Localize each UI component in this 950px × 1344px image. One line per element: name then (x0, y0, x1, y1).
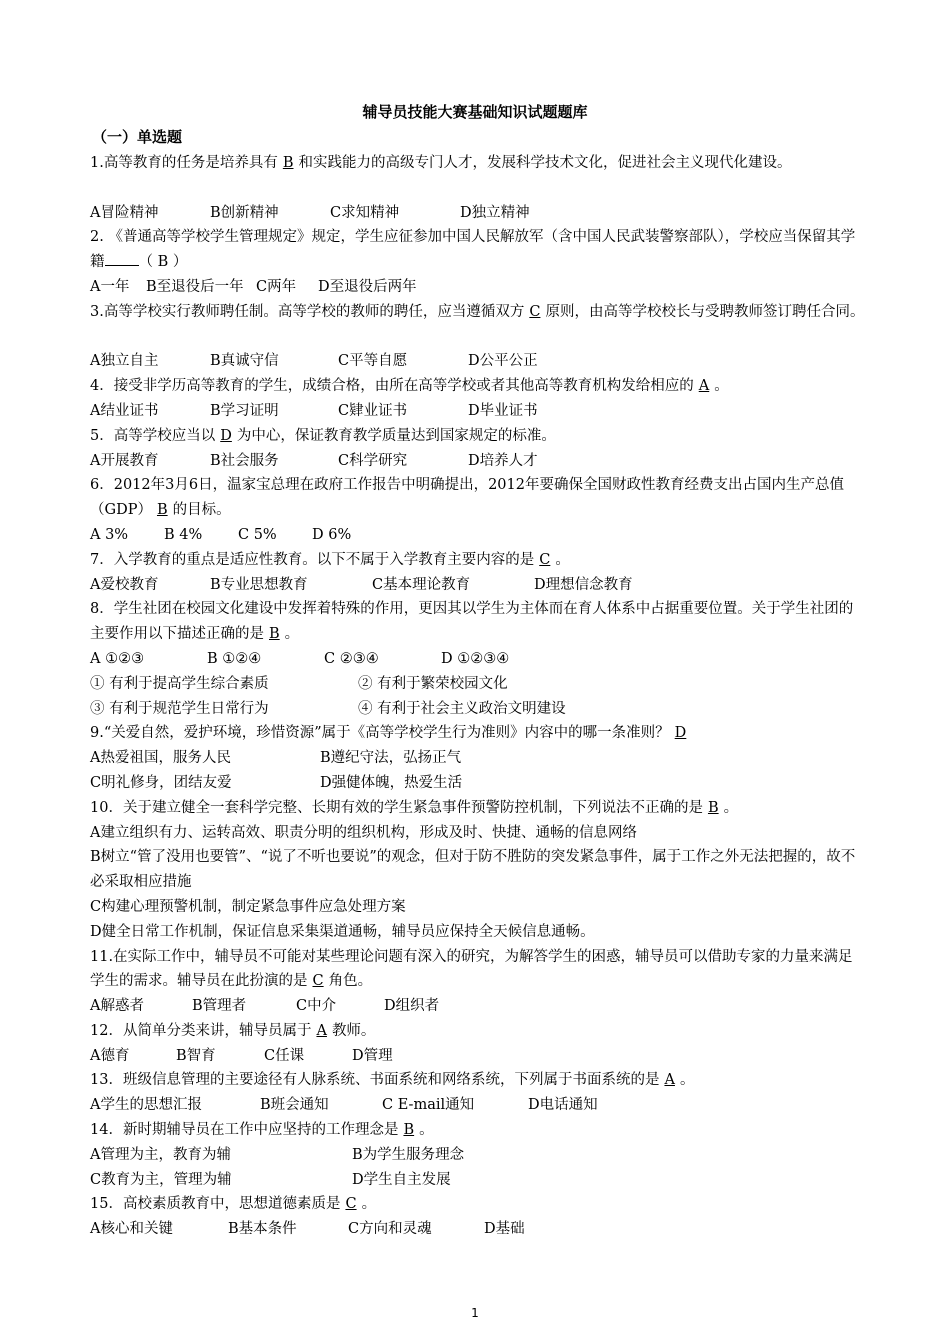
option: D公平公正 (468, 353, 538, 370)
question-13 (90, 1068, 865, 1093)
option: A结业证书 (90, 402, 159, 419)
option: C科学研究 (338, 452, 408, 469)
question-text: 。 (679, 1072, 695, 1089)
option: A爱校教育 (90, 576, 159, 593)
statement: ③ 有利于规范学生日常行为 (90, 700, 269, 717)
option: B真诚守信 (210, 353, 279, 370)
question-3 (90, 300, 865, 350)
option: B为学生服务理念 (352, 1146, 465, 1163)
question-text: 11.在实际工作中，辅导员不可能对某些理论问题有深入的研究，为解答学生的困惑，辅导员可以借助专家的力量来满足学生的需求。辅导员在此扮演的是 (90, 948, 853, 990)
option: B班会通知 (260, 1097, 329, 1114)
option: C肄业证书 (338, 402, 408, 419)
question-text: 7．入学教育的重点是适应性教育。以下不属于入学教育主要内容的是 (90, 551, 535, 568)
option: A热爱祖国，服务人民 (90, 750, 231, 767)
question-10 (90, 796, 865, 821)
option: B ①②④ (207, 650, 262, 667)
option: B智育 (176, 1047, 216, 1064)
options-row (90, 399, 865, 424)
option: C方向和灵魂 (348, 1221, 432, 1238)
option: C任课 (264, 1047, 305, 1064)
question-text: 9.“关爱自然，爱护环境，珍惜资源”属于《高等学校学生行为准则》内容中的哪一条准则？ (90, 725, 670, 742)
options-row (90, 201, 865, 226)
option: D毕业证书 (468, 402, 538, 419)
question-text: 。 (284, 626, 300, 643)
options-row (90, 1168, 865, 1193)
question-text: 。 (723, 799, 739, 816)
option: C教育为主，管理为辅 (90, 1171, 232, 1188)
question-text: 。 (714, 378, 729, 395)
answer-blank: C (529, 303, 541, 320)
question-text: 6．2012年3月6日，温家宝总理在政府工作报告中明确提出，2012年要确保全国财政性教育经费支出占国内生产总值（GDP） (90, 477, 844, 519)
option: C平等自愿 (338, 353, 408, 370)
answer-blank: C (312, 973, 324, 990)
option: D理想信念教育 (534, 576, 633, 593)
option: D组织者 (384, 998, 440, 1015)
question-text: 的目标。 (172, 502, 231, 519)
option: B至退役后一年 (146, 278, 244, 295)
option: A德育 (90, 1047, 130, 1064)
option: B遵纪守法，弘扬正气 (320, 750, 462, 767)
question-11 (90, 945, 865, 995)
question-4 (90, 374, 865, 399)
option: D管理 (352, 1047, 393, 1064)
question-text: 教师。 (331, 1022, 376, 1039)
question-text: 8．学生社团在校园文化建设中发挥着特殊的作用，更因其以学生为主体而在育人体系中占据重要位置。关于学生社团的主要作用以下描述正确的是 (90, 601, 854, 643)
question-text: 13．班级信息管理的主要途径有人脉系统、书面系统和网络系统，下列属于书面系统的是 (90, 1072, 660, 1089)
option: B社会服务 (210, 452, 279, 469)
answer-blank: A (698, 378, 710, 395)
question-text: 角色。 (328, 973, 373, 990)
option: D独立精神 (460, 204, 530, 221)
question-text: 5．高等学校应当以 (90, 427, 216, 444)
document-title: 辅导员技能大赛基础知识试题题库 (362, 103, 588, 121)
page-number: 1 (471, 1306, 479, 1320)
section-heading: （一）单选题 (92, 128, 183, 146)
answer-blank: B (707, 799, 719, 816)
options-row (90, 647, 865, 672)
option: B基本条件 (228, 1221, 297, 1238)
option: A独立自主 (90, 353, 159, 370)
question-15 (90, 1192, 865, 1217)
question-1 (90, 151, 865, 201)
question-text: 。 (555, 551, 570, 568)
question-2 (90, 225, 865, 275)
option: B树立“管了没用也要管”、“说了不听也要说”的观念，但对于防不胜防的突发紧急事件，属于工作之外无法把握的，故不必采取相应措施 (90, 849, 856, 891)
answer-blank: C (345, 1196, 357, 1213)
option: C ②③④ (324, 650, 379, 667)
question-9 (90, 721, 865, 746)
statement: ④ 有利于社会主义政治文明建设 (358, 700, 566, 717)
option: B创新精神 (210, 204, 279, 221)
answer-blank: B (403, 1122, 415, 1139)
option: C两年 (256, 278, 297, 295)
question-text: 1.高等教育的任务是培养具有 (90, 155, 278, 171)
answer-blank: B (269, 626, 280, 643)
statement: ① 有利于提高学生综合素质 (90, 675, 269, 692)
answer-blank: D (674, 725, 687, 742)
answer-blank: A (316, 1022, 327, 1039)
answer-blank: B (156, 502, 168, 519)
options-row (90, 746, 865, 771)
option: A解惑者 (90, 998, 144, 1015)
option: C明礼修身，团结友爱 (90, 774, 232, 791)
option: D强健体魄，热爱生活 (320, 774, 463, 791)
answer-blank: C (539, 551, 551, 568)
option: D培养人才 (468, 452, 538, 469)
question-text: 。 (419, 1122, 434, 1139)
question-6 (90, 473, 865, 523)
question-12 (90, 1019, 865, 1044)
question-7 (90, 548, 865, 573)
option: A冒险精神 (90, 204, 159, 221)
options-row (90, 275, 865, 300)
options-row (90, 523, 865, 548)
options-row (90, 1217, 865, 1242)
option: D基础 (484, 1221, 525, 1238)
option: C求知精神 (330, 204, 400, 221)
option: B专业思想教育 (210, 576, 308, 593)
question-8 (90, 597, 865, 647)
option: D电话通知 (528, 1097, 598, 1114)
option: C构建心理预警机制，制定紧急事件应急处理方案 (90, 898, 406, 915)
option: A开展教育 (90, 452, 159, 469)
option: C 5% (238, 526, 277, 543)
question-text: （ B ） (138, 254, 188, 271)
option: B管理者 (192, 998, 247, 1015)
option: D 6% (312, 526, 352, 543)
question-5 (90, 424, 865, 449)
option: B学习证明 (210, 402, 279, 419)
answer-blank: D (220, 427, 232, 444)
answer-blank: A (664, 1072, 675, 1089)
option: A ①②③ (90, 650, 145, 667)
option: A管理为主，教育为辅 (90, 1146, 231, 1163)
option: A建立组织有力、运转高效、职责分明的组织机构，形成及时、快捷、通畅的信息网络 (90, 824, 637, 841)
question-text: 4．接受非学历高等教育的学生，成绩合格，由所在高等学校或者其他高等教育机构发给相应的 (90, 378, 694, 395)
question-text: 。 (361, 1196, 377, 1213)
question-text: 3.高等学校实行教师聘任制。高等学校的教师的聘任，应当遵循双方 (90, 303, 525, 320)
question-text: 12．从简单分类来讲，辅导员属于 (90, 1022, 312, 1039)
option: D健全日常工作机制，保证信息采集渠道通畅，辅导员应保持全天候信息通畅。 (90, 923, 595, 940)
answer-blank (105, 251, 139, 266)
option: D至退役后两年 (318, 278, 417, 295)
options-row (90, 771, 865, 796)
question-text: 14．新时期辅导员在工作中应坚持的工作理念是 (90, 1122, 399, 1139)
option: C中介 (296, 998, 337, 1015)
option: D学生自主发展 (352, 1171, 451, 1188)
statement-row (90, 697, 865, 722)
answer-blank: B (282, 155, 294, 171)
question-text: 原则，由高等学校校长与受聘教师签订聘任合同。 (545, 303, 865, 320)
option: C E-mail通知 (382, 1097, 475, 1114)
options-row (90, 1044, 865, 1069)
question-text: 15．高校素质教育中，思想道德素质是 (90, 1196, 341, 1213)
statement: ② 有利于繁荣校园文化 (358, 675, 508, 692)
option: A 3% (90, 526, 129, 543)
question-text: 为中心，保证教育教学质量达到国家规定的标准。 (236, 427, 556, 444)
option: D ①②③④ (441, 650, 510, 667)
options-row (90, 994, 865, 1019)
option: A学生的思想汇报 (90, 1097, 202, 1114)
options-row (90, 349, 865, 374)
question-14 (90, 1118, 865, 1143)
question-text: 和实践能力的高级专门人才，发展科学技术文化，促进社会主义现代化建设。 (298, 155, 792, 171)
option: A一年 (90, 278, 130, 295)
options-row (90, 1093, 865, 1118)
option: A核心和关键 (90, 1221, 173, 1238)
option: B 4% (164, 526, 203, 543)
statement-row (90, 672, 865, 697)
option: C基本理论教育 (372, 576, 471, 593)
options-row (90, 1143, 865, 1168)
options-row (90, 573, 865, 598)
question-text: 2. 《普通高等学校学生管理规定》规定，学生应征参加中国人民解放军（含中国人民武装警察部队），学校应当保留其学籍 (90, 229, 856, 271)
question-list (90, 151, 865, 1242)
options-row (90, 449, 865, 474)
question-text: 10．关于建立健全一套科学完整、长期有效的学生紧急事件预警防控机制，下列说法不正确的是 (90, 799, 703, 816)
